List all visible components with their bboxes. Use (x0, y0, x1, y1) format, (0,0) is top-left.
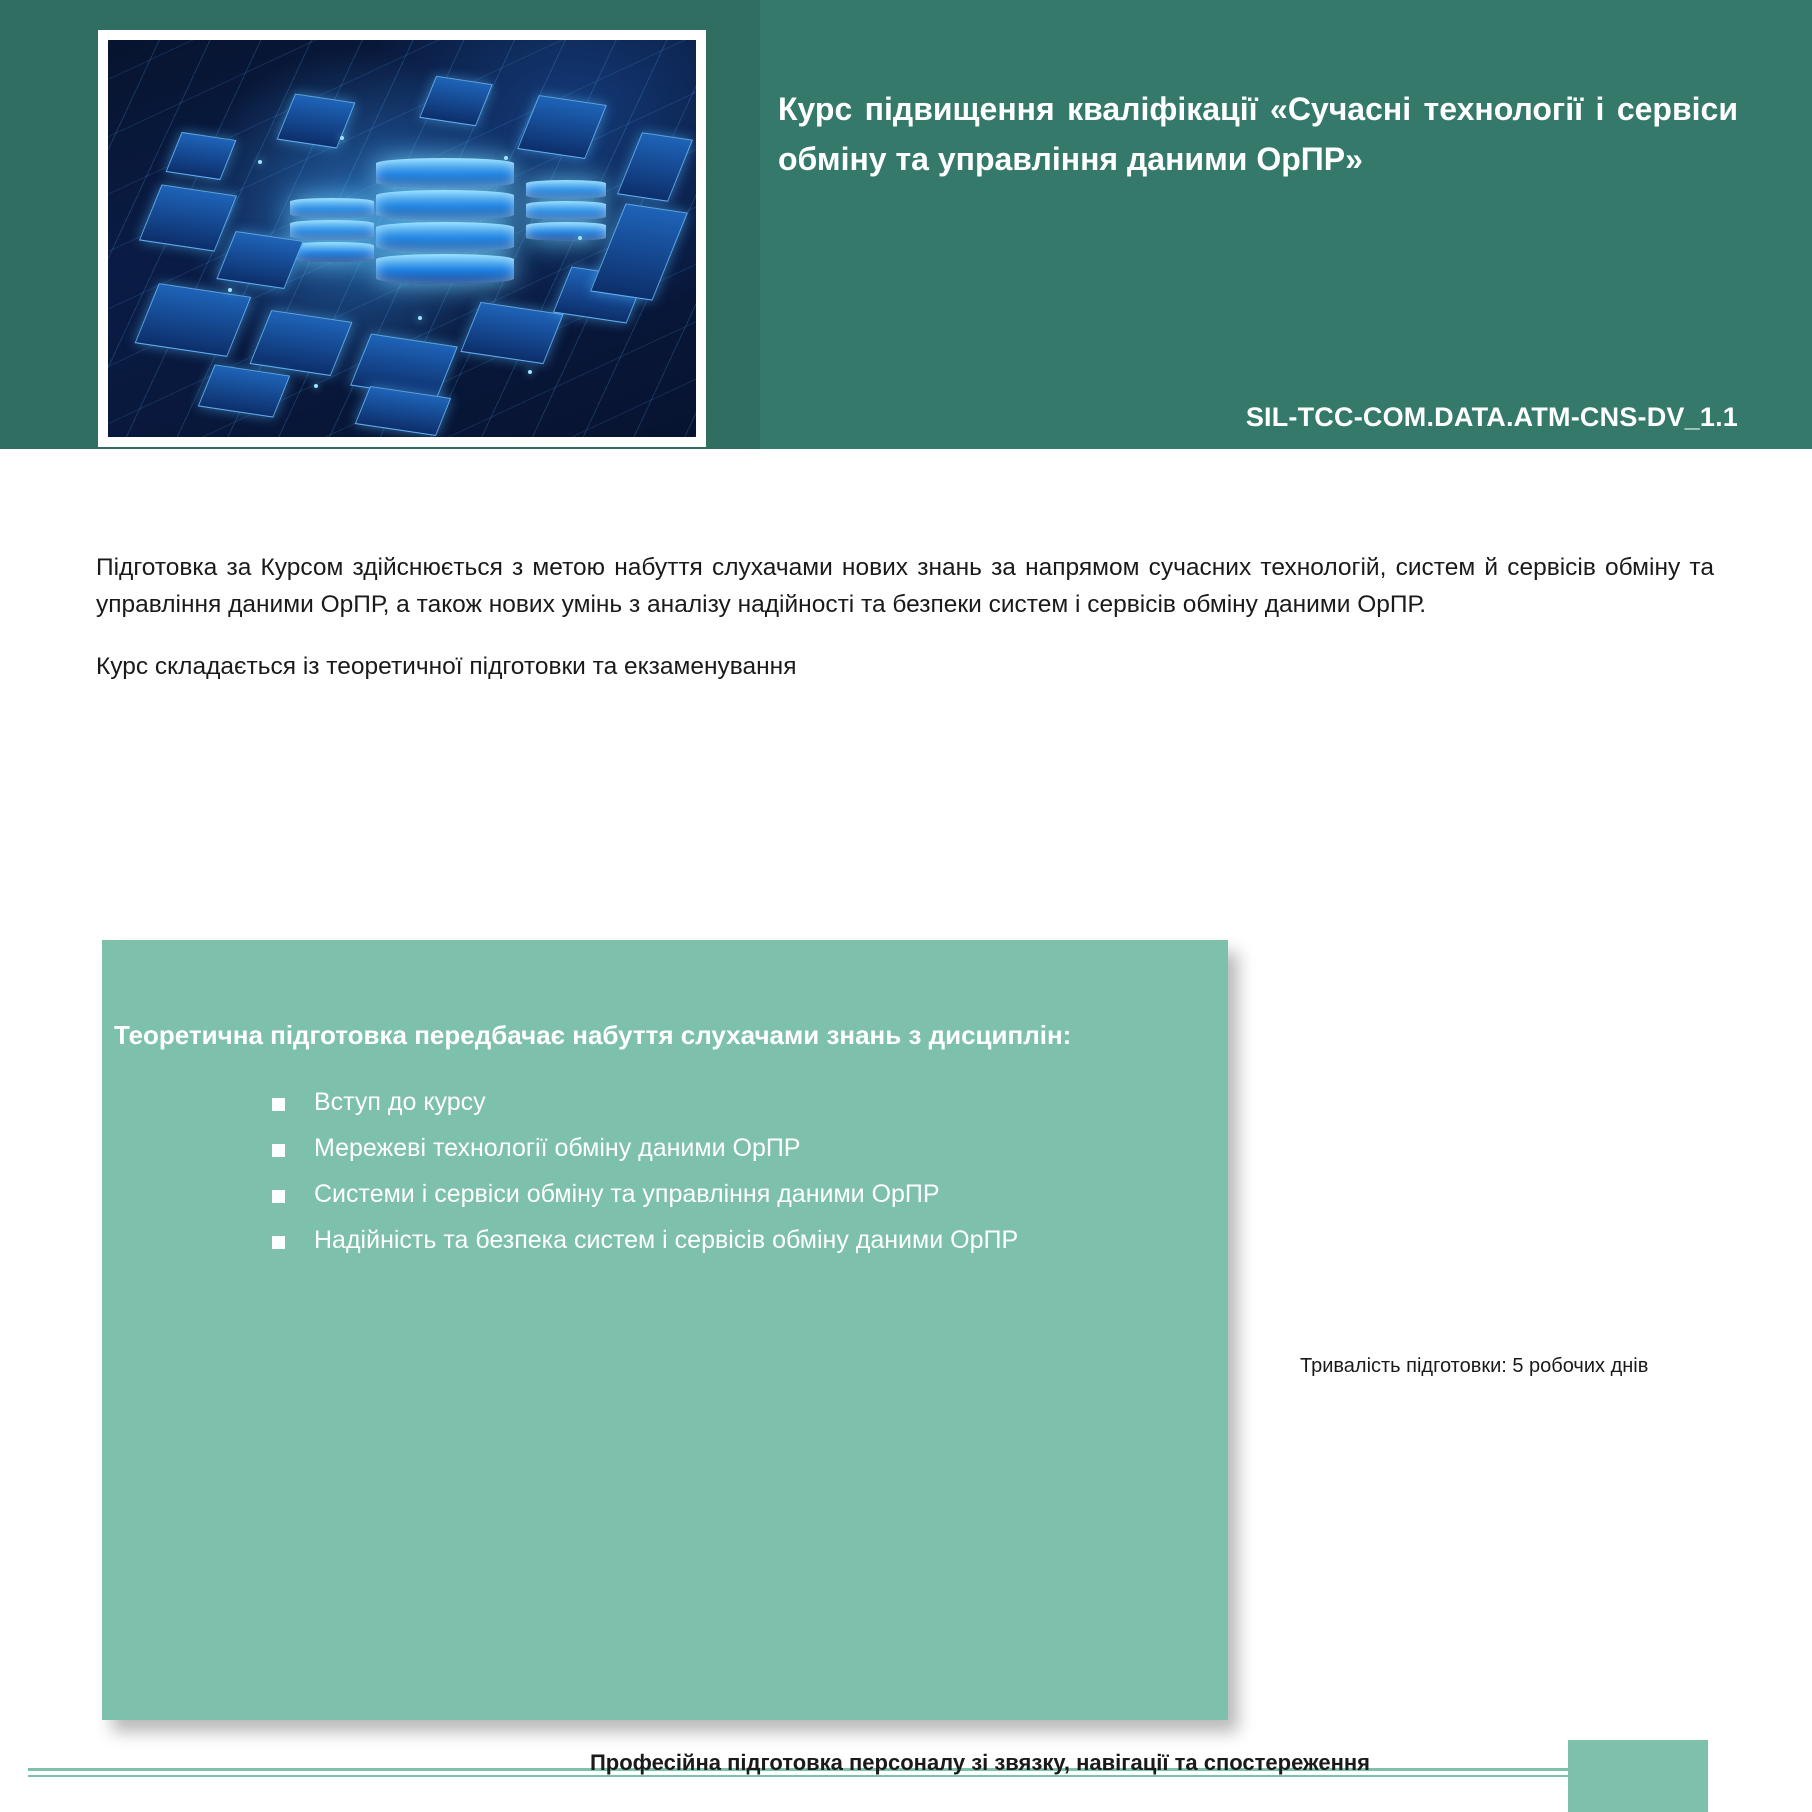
course-code: SIL-TCC-COM.DATA.ATM-CNS-DV_1.1 (1245, 402, 1738, 432)
data-center-illustration (108, 40, 696, 437)
square-bullet-icon (272, 1190, 285, 1203)
page-title: Курс підвищення кваліфікації «Сучасні технології і сервіси обміну та управління даними ОрПР» (778, 91, 1738, 177)
square-bullet-icon (272, 1144, 285, 1157)
list-item (270, 1182, 1210, 1207)
list-item-label: Надійність та безпека систем і сервісів обміну даними ОрПР (314, 1226, 1019, 1254)
hero-image-frame (98, 30, 706, 447)
footer-accent-block (1568, 1740, 1708, 1812)
square-bullet-icon (272, 1098, 285, 1111)
footer-text: Професійна підготовка персоналу зі звязку, навігації та спостереження (589, 1750, 1371, 1775)
square-bullet-icon (272, 1236, 285, 1249)
intro-paragraph: Підготовка за Курсом здійснюється з метою набуття слухачами нових знань за напрямом сучасних технологій, систем й сервісів обміну та управління даними ОрПР, а також нових умінь з аналізу надійності та безпеки систем і сервісів обміну даними ОрПР. (96, 554, 1714, 619)
theory-card-heading-text: Теоретична підготовка передбачає набуття слухачами знань з дисциплін: (114, 1020, 1072, 1050)
theory-card-heading (114, 1020, 1214, 1051)
course-structure-paragraph: Курс складається із теоретичної підготовки та екзаменування (96, 653, 797, 680)
discipline-list (270, 1090, 1210, 1274)
list-item (270, 1090, 1210, 1115)
list-item (270, 1136, 1210, 1161)
list-item-label: Системи і сервіси обміну та управління даними ОрПР (314, 1180, 940, 1208)
list-item-label: Вступ до курсу (314, 1088, 486, 1116)
training-duration-note: Тривалість підготовки: 5 робочих днів (1300, 1355, 1649, 1377)
list-item-label: Мережеві технології обміну даними ОрПР (314, 1134, 801, 1162)
theory-card (102, 940, 1228, 1720)
list-item (270, 1228, 1210, 1253)
